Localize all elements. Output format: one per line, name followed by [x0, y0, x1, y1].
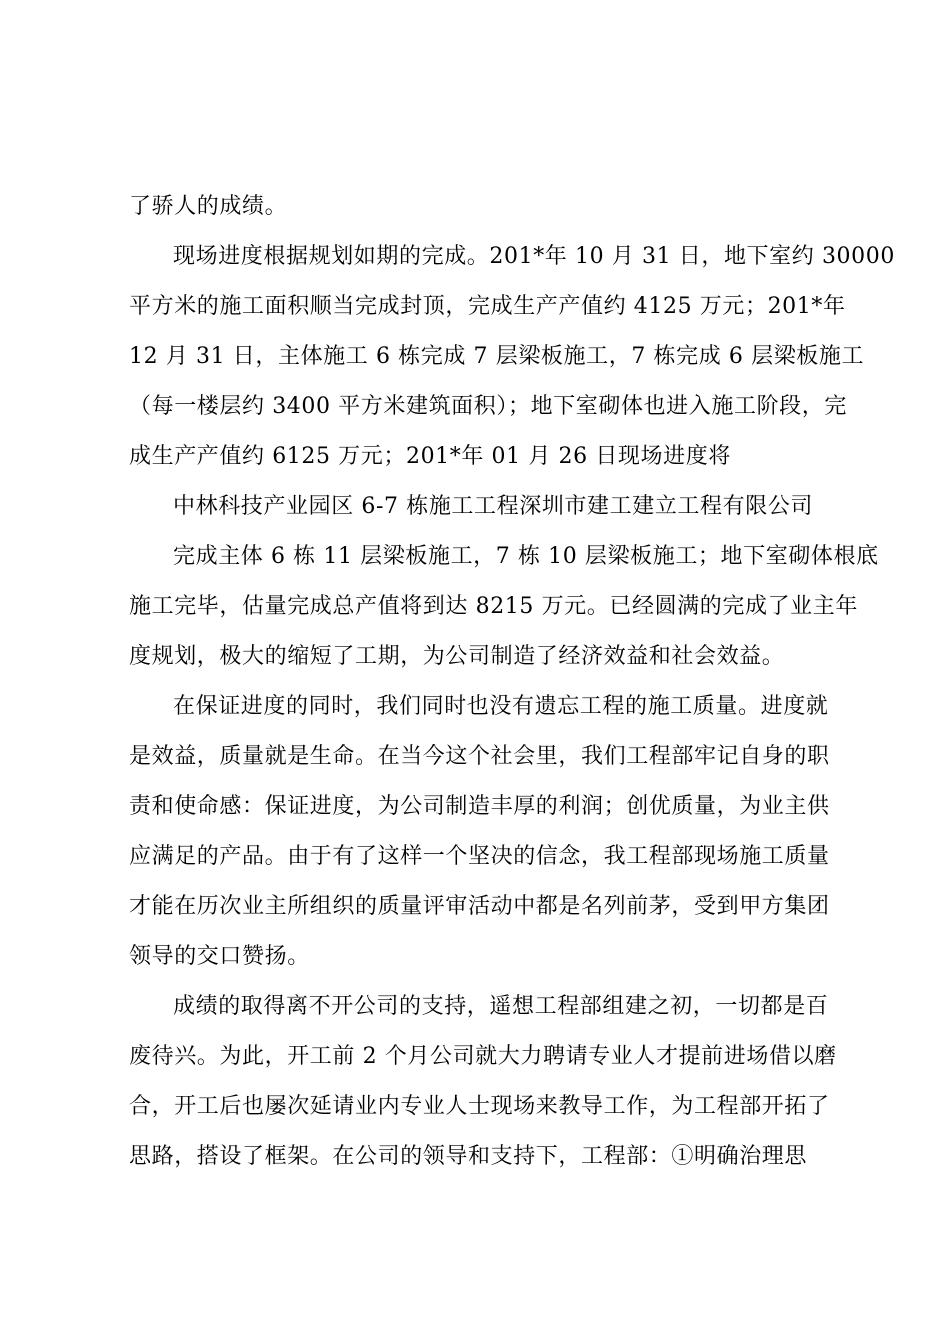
text-line: 12 月 31 日，主体施工 6 栋完成 7 层梁板施工，7 栋完成 6 层梁板施工: [129, 344, 865, 369]
text-line: 成生产产值约 6125 万元；201*年 01 月 26 日现场进度将: [129, 444, 731, 469]
text-line: 合，开工后也屡次延请业内专业人士现场来教导工作，为工程部开拓了: [129, 1094, 830, 1119]
text-line: 了骄人的成绩。: [129, 194, 288, 219]
text-line: 在保证进度的同时，我们同时也没有遗忘工程的施工质量。进度就: [173, 694, 829, 719]
text-line: 施工完毕，估量完成总产值将到达 8215 万元。已经圆满的完成了业主年: [129, 594, 858, 619]
text-line: 度规划，极大的缩短了工期，为公司制造了经济效益和社会效益。: [129, 644, 785, 669]
text-line: 思路，搭设了框架。在公司的领导和支持下，工程部：①明确治理思: [129, 1144, 808, 1169]
text-line: 平方米的施工面积顺当完成封顶，完成生产产值约 4125 万元；201*年: [129, 294, 846, 319]
text-line: 废待兴。为此，开工前 2 个月公司就大力聘请专业人才提前进场借以磨: [129, 1044, 837, 1069]
text-line: 责和使命感：保证进度，为公司制造丰厚的利润；创优质量，为业主供: [129, 794, 830, 819]
text-line: （每一楼层约 3400 平方米建筑面积）；地下室砌体也进入施工阶段，完: [129, 394, 847, 419]
text-line: 应满足的产品。由于有了这样一个坚决的信念，我工程部现场施工质量: [129, 844, 830, 869]
text-line: 完成主体 6 栋 11 层梁板施工，7 栋 10 层梁板施工；地下室砌体根底: [173, 544, 879, 569]
text-line: 现场进度根据规划如期的完成。201*年 10 月 31 日，地下室约 30000: [173, 244, 895, 269]
text-line: 中林科技产业园区 6-7 栋施工工程深圳市建工建立工程有限公司: [173, 494, 814, 519]
text-line: 成绩的取得离不开公司的支持，遥想工程部组建之初，一切都是百: [173, 994, 829, 1019]
text-line: 才能在历次业主所组织的质量评审活动中都是名列前茅，受到甲方集团: [129, 894, 830, 919]
text-line: 领导的交口赞扬。: [129, 944, 310, 969]
text-line: 是效益，质量就是生命。在当今这个社会里，我们工程部牢记自身的职: [129, 744, 830, 769]
